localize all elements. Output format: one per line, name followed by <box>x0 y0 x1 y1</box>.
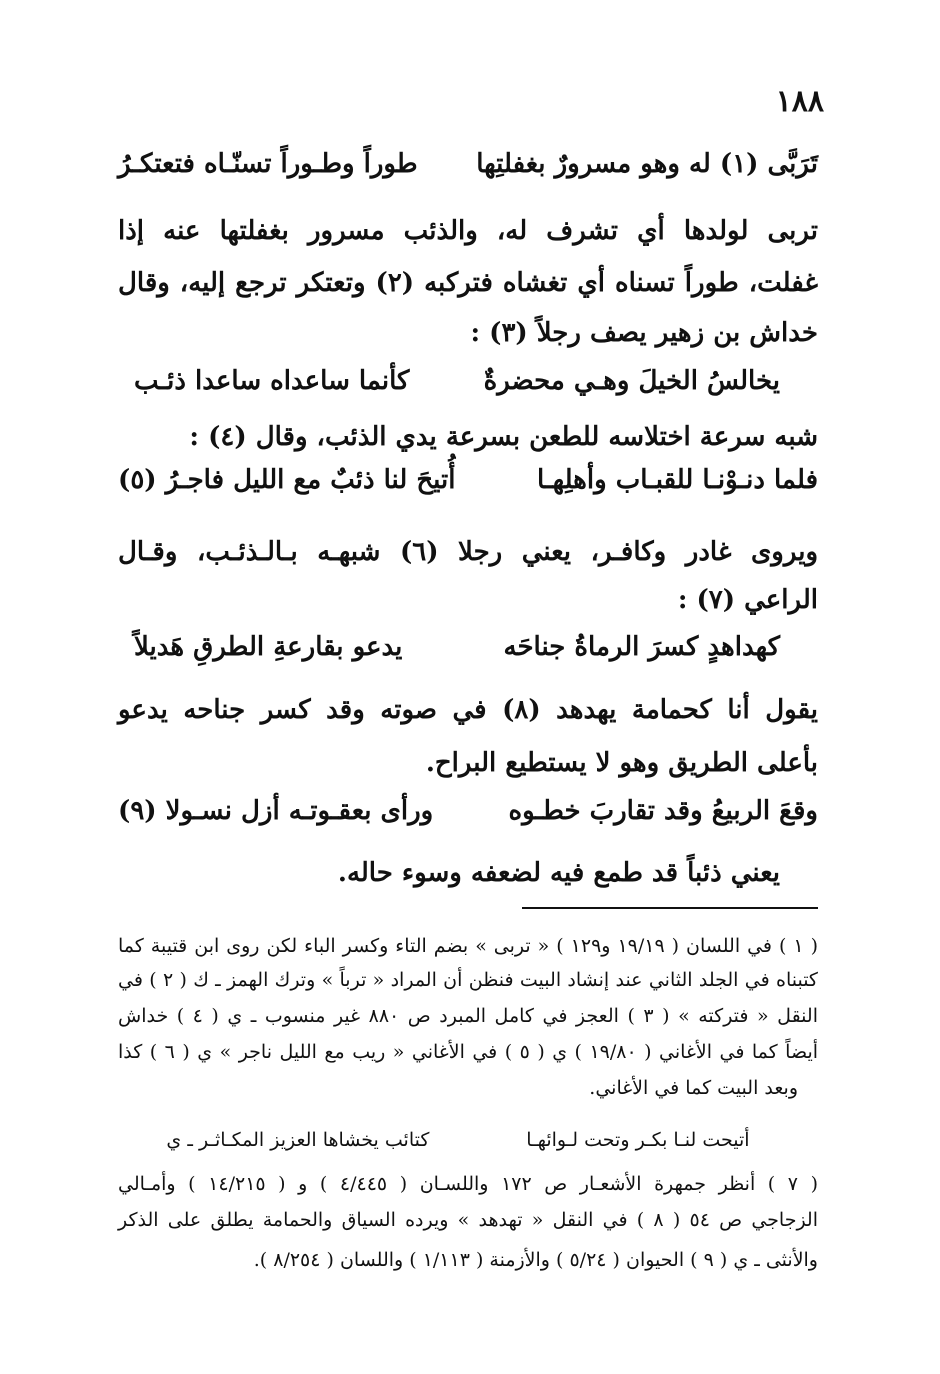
footnote-line-5: وبعد البيت كما في الأغاني. <box>589 1077 798 1099</box>
verse-2 <box>134 364 780 398</box>
paragraph-3-line-1: ويروى غادر وكافـر، يعني رجلا (٦) شبهـه بـالـذئـب، وقـال <box>118 537 818 567</box>
paragraph-4-line-2: بأعلى الطريق وهو لا يستطيع البراح. <box>425 748 818 778</box>
paragraph-3-line-2: الراعي (٧) : <box>677 585 818 615</box>
verse-3-second-hemistich: أُتيحَ لنا ذئبٌ مع الليل فاجـرُ (٥) <box>118 465 456 495</box>
footnote-line-8: والأنثى ـ ي ( ٩ ) الحيوان ( ٥/٢٤ ) والأزمنة ( ١/١١٣ ) واللسان ( ٨/٢٥٤ ). <box>253 1249 818 1271</box>
footnote-line-4: أيضاً كما في الأغاني ( ١٩/٨٠ ) ي ( ٥ ) في الأغاني « ريب مع الليل ناجر » ي ( ٦ ) كذا <box>118 1041 819 1063</box>
paragraph-1-line-1: تربى لولدها أي تشرف له، والذئب مسرور بغفلتها عنه إذا <box>118 216 819 246</box>
verse-4-second-hemistich: يدعو بقارعةِ الطرقِ هَديلاً <box>134 632 403 662</box>
footnote-verse <box>118 1126 798 1154</box>
verse-5-second-hemistich: ورأى بعقـوتـه أزل نسـولا (٩) <box>118 796 434 826</box>
verse-1-first-hemistich: تَرَبَّى (١) له وهو مسرورٌ بغفلتِها <box>476 149 818 179</box>
verse-1 <box>118 147 818 181</box>
footnote-line-6: ( ٧ ) أنظر جمهرة الأشعـار ص ١٧٢ واللسـان ( ٤/٤٤٥ ) و ( ١٤/٢١٥ ) وأمـالي <box>118 1173 818 1195</box>
footnote-verse-first-hemistich: أتيحت لنـا بكـر وتحت لـوائهـا <box>526 1129 750 1151</box>
footnote-line-2: كتبناه في الجلد الثاني عند إنشاد البيت فنظن أن المراد « ترباً » وترك الهمز ـ ك ( ٢ ) في <box>118 969 818 991</box>
paragraph-1-line-2: غفلت، طوراً تسناه أي تغشاه فتركبه (٢) وتعتكر ترجع إليه، وقال <box>118 268 818 298</box>
verse-3-first-hemistich: فلما دنـوْنـا للقبـاب وأهلِهـا <box>537 465 818 495</box>
verse-2-first-hemistich: يخالسُ الخيلَ وهـي محضرةٌ <box>483 366 780 396</box>
verse-4 <box>134 630 780 664</box>
paragraph-2-line-1: شبه سرعة اختلاسه للطعن بسرعة يدي الذئب، وقال (٤) : <box>189 422 818 452</box>
footnote-line-1: ( ١ ) في اللسان ( ١٩/١٩ و١٢٩ ) « تربى » بضم التاء وكسر الباء لكن روى ابن قتيبة كما <box>118 935 818 957</box>
verse-5 <box>118 794 818 828</box>
footnote-line-3: النقل « فتركته » ( ٣ ) العجز في كامل المبرد ص ٨٨٠ غير منسوب ـ ي ( ٤ ) خداش <box>118 1005 818 1027</box>
page-number: ١٨٨ <box>775 84 824 119</box>
paragraph-4-line-1: يقول أنا كحمامة يهدهد (٨) في صوته وقد كسر جناحه يدعو <box>118 695 818 725</box>
verse-3 <box>118 463 818 497</box>
verse-1-second-hemistich: طوراً وطـوراً تسنّـاه فتعتكـرُ <box>118 149 418 179</box>
verse-5-first-hemistich: وقعَ الربيعُ وقد تقاربَ خطـوه <box>508 796 818 826</box>
verse-2-second-hemistich: كأنما ساعداه ساعدا ذئـب <box>134 366 410 396</box>
footnote-separator <box>522 907 818 909</box>
footnote-verse-second-hemistich: كتائب يخشاها العزيز المكـاثـر ـ ي <box>166 1129 430 1151</box>
footnote-line-7: الزجاجي ص ٥٤ ( ٨ ) في النقل « تهدهد » ويرده السياق والحمامة يطلق على الذكر <box>118 1209 818 1231</box>
verse-4-first-hemistich: كهداهدٍ كسرَ الرماةُ جناحَه <box>503 632 780 662</box>
paragraph-1-line-3: خداش بن زهير يصف رجلاً (٣) : <box>470 318 818 348</box>
paragraph-5-line-1: يعني ذئباً قد طمع فيه لضعفه وسوء حاله. <box>337 858 780 888</box>
